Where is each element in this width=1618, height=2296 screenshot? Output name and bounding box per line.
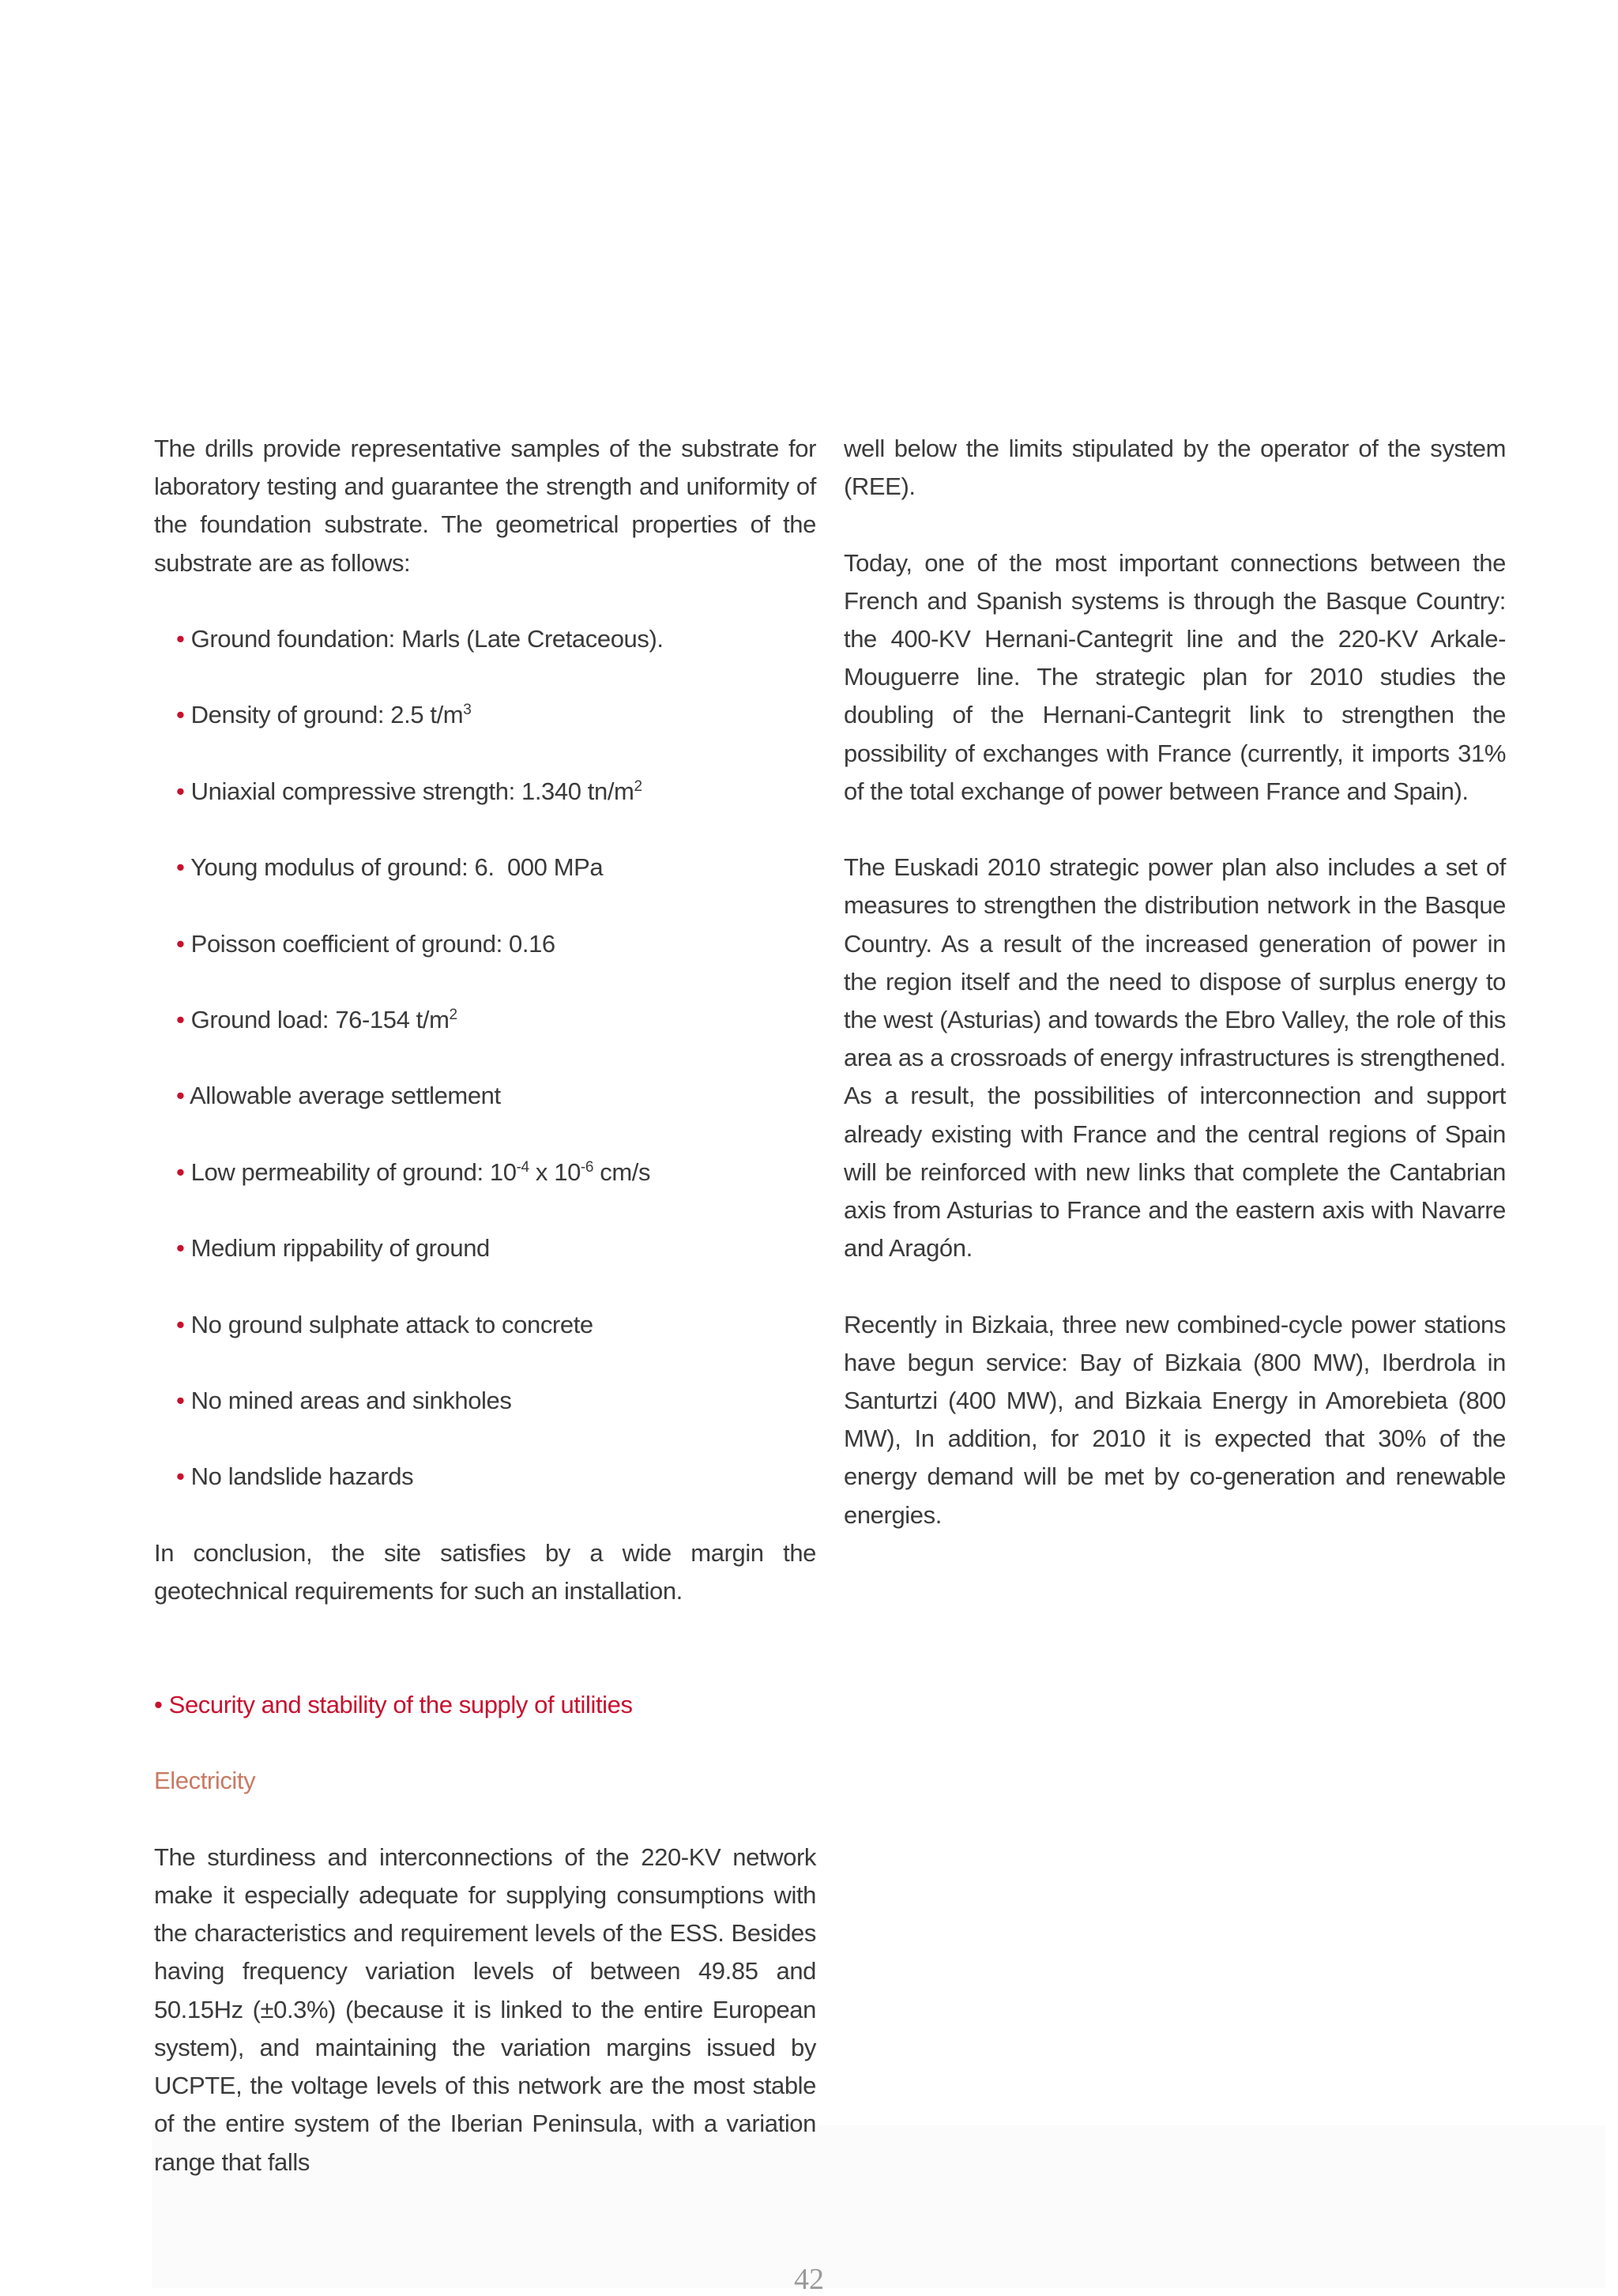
bullet-dot-icon: • <box>176 929 185 958</box>
superscript: 3 <box>463 702 472 719</box>
bullet-dot-icon: • <box>176 853 185 882</box>
bullet-text: Ground load: 76-154 t/m <box>190 1005 450 1033</box>
right-column <box>844 430 1506 1534</box>
continuation-paragraph: well below the limits stipulated by the operator of the system (REE). <box>844 435 1506 501</box>
subheading: Electricity <box>154 1767 256 1795</box>
bullet-item <box>154 1229 816 1267</box>
bullet-text: No mined areas and sinkholes <box>190 1386 512 1414</box>
bullet-item <box>154 1458 816 1496</box>
bullet-text: No ground sulphate attack to concrete <box>190 1310 593 1338</box>
bullet-text: x 10 <box>529 1157 581 1186</box>
bullet-text: cm/s <box>593 1157 651 1186</box>
bullet-item <box>154 925 816 963</box>
bullet-dot-icon: • <box>176 701 185 729</box>
superscript: 2 <box>634 777 642 795</box>
bullet-dot-icon: • <box>176 1310 185 1338</box>
bullet-item <box>154 1001 816 1039</box>
bullet-text: No landslide hazards <box>190 1462 414 1491</box>
bullet-dot-icon: • <box>176 1386 185 1414</box>
bullet-item <box>154 696 816 734</box>
bullet-item <box>154 620 816 658</box>
section-heading <box>154 1686 816 1724</box>
left-column <box>154 430 816 2181</box>
bullet-text: Medium rippability of ground <box>190 1234 490 1263</box>
section-heading-text: Security and stability of the supply of utilities <box>168 1691 633 1719</box>
bullet-dot-icon: • <box>176 1157 185 1186</box>
bullet-text: Uniaxial compressive strength: 1.340 tn/m <box>190 777 634 805</box>
bullet-text: Ground foundation: Marls (Late Cretaceous). <box>190 625 664 653</box>
bullet-text: Density of ground: 2.5 t/m <box>190 701 464 729</box>
bullet-text: Allowable average settlement <box>189 1082 501 1110</box>
bullet-item <box>154 849 816 886</box>
page-number: 42 <box>794 2263 824 2296</box>
superscript: -4 <box>516 1158 529 1176</box>
bullet-item <box>154 1306 816 1344</box>
conclusion-paragraph: In conclusion, the site satisfies by a wide margin the geotechnical requirements for such an installation. <box>154 1538 816 1605</box>
electricity-paragraph: The sturdiness and interconnections of the 220-KV network make it especially adequate for supplying consumptions with the characteristics and requirement levels of the ESS. Besides having frequency variation levels of between 49.85 and 50.15Hz (±0.3%) (because it is linked to the entire European system), and maintaining the variation margins issued by UCPTE, the voltage levels of this network are the most stable of the entire system of the Iberian Peninsula, with a variation range that falls <box>154 1842 816 2176</box>
bullet-text: Poisson coefficient of ground: 0.16 <box>190 929 555 958</box>
bullet-item <box>154 773 816 811</box>
bullet-dot-icon: • <box>176 777 185 805</box>
bullet-item <box>154 1154 816 1191</box>
bullet-item <box>154 1077 816 1115</box>
superscript: -6 <box>580 1158 594 1176</box>
intro-paragraph: The drills provide representative samples of the substrate for laboratory testing and guarantee the strength and uniformity of the foundation substrate. The geometrical properties of the substrate are as follows: <box>154 435 816 577</box>
bullet-text: Low permeability of ground: 10 <box>190 1157 517 1186</box>
bullet-dot-icon: • <box>176 1005 185 1033</box>
superscript: 2 <box>449 1006 457 1023</box>
bullet-dot-icon: • <box>176 625 185 653</box>
bullet-dot-icon: • <box>176 1082 185 1110</box>
bullet-dot-icon: • <box>176 1462 185 1491</box>
bullet-item <box>154 1382 816 1420</box>
euskadi-paragraph: The Euskadi 2010 strategic power plan also includes a set of measures to strengthen the distribution network in the Basque Country. As a result of the increased generation of power in the region itself and the need to dispose of surplus energy to the west (Asturias) and towards the Ebro Valley, the role of this area as a crossroads of energy infrastructures is strengthened. As a result, the possibilities of interconnection and support already existing with France and the central regions of Spain will be reinforced with new links that complete the Cantabrian axis from Asturias to France and the eastern axis with Navarre and Aragón. <box>844 853 1506 1263</box>
bizkaia-paragraph: Recently in Bizkaia, three new combined-cycle power stations have begun service: Bay of Bizkaia (800 MW), Iberdrola in Santurtzi (400 MW), and Bizkaia Energy in Amorebieta (800 MW), In addition, for 2010 it is expected that 30% of the energy demand will be met by co-generation and renewable energies. <box>844 1310 1506 1529</box>
bullet-dot-icon: • <box>176 1234 185 1263</box>
connections-paragraph: Today, one of the most important connections between the French and Spanish systems is through the Basque Country: the 400-KV Hernani-Cantegrit line and the 220-KV Arkale-Mouguerre line. The strategic plan for 2010 studies the doubling of the Hernani-Cantegrit link to strengthen the possibility of exchanges with France (currently, it imports 31% of the total exchange of power between France and Spain). <box>844 548 1506 805</box>
bullet-text: Young modulus of ground: 6. 000 MPa <box>190 853 604 882</box>
bullet-dot-icon: • <box>154 1691 163 1719</box>
